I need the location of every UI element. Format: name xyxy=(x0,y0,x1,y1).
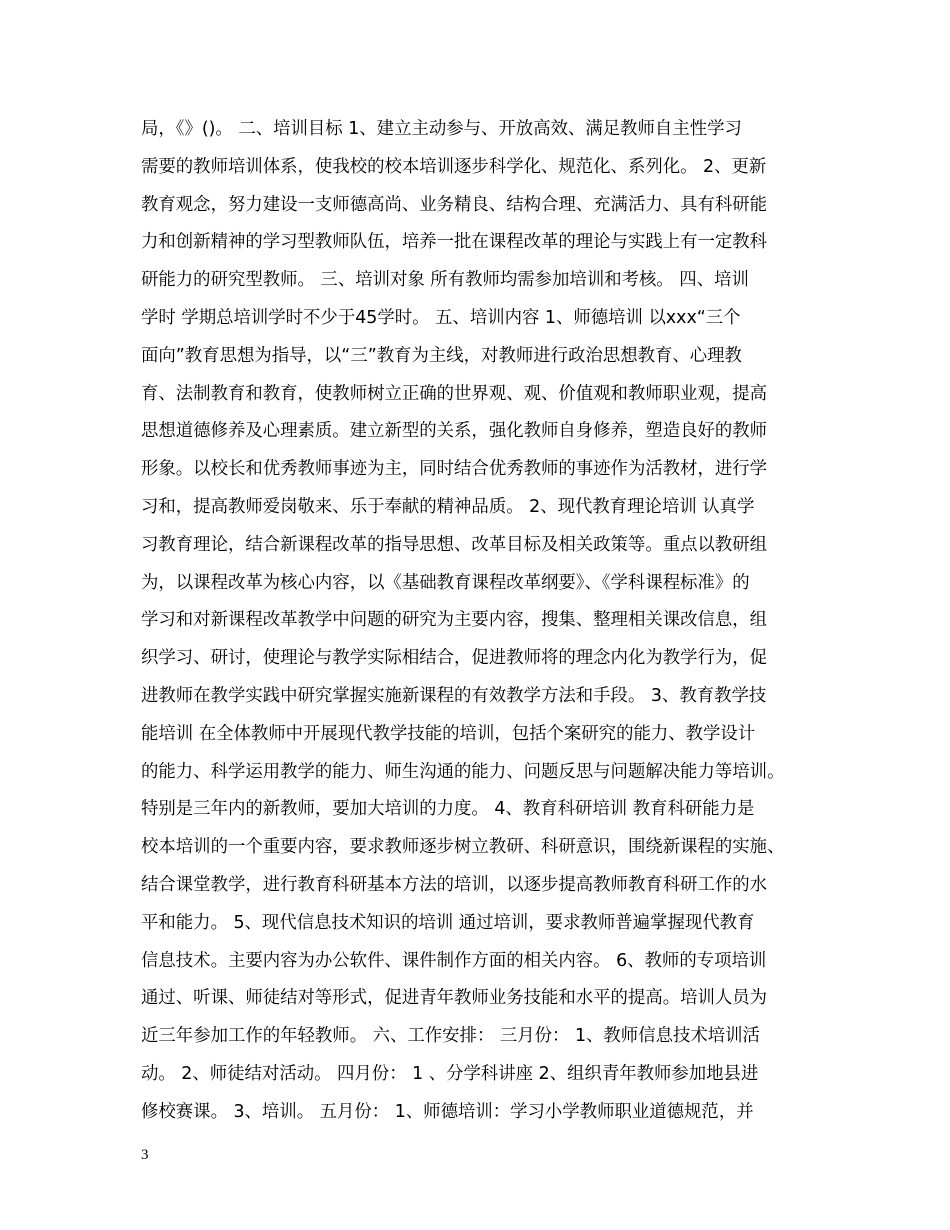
text-line: 校本培训的一个重要内容，要求教师逐步树立教研、科研意识，围绕新课程的实施、 xyxy=(141,837,785,858)
body-text xyxy=(141,111,817,1132)
text-line: 形象。以校长和优秀教师事迹为主，同时结合优秀教师的事迹作为活教材，进行学 xyxy=(141,459,768,480)
page-number: 3 xyxy=(141,1147,149,1163)
text-line: 需要的教师培训体系，使我校的校本培训逐步科学化、规范化、系列化。 2、更新 xyxy=(141,156,767,177)
text-line: 进教师在教学实践中研究掌握实施新课程的有效教学方法和手段。 3、教育教学技 xyxy=(141,685,767,706)
text-line: 思想道德修养及心理素质。建立新型的关系，强化教师自身修养，塑造良好的教师 xyxy=(141,421,768,442)
text-line: 研能力的研究型教师。 三、培训对象 所有教师均需参加培训和考核。 四、培训 xyxy=(141,270,749,291)
text-line: 为，以课程改革为核心内容，以《基础教育课程改革纲要》、《学科课程标准》的 xyxy=(141,572,750,593)
text-line: 动。 2、师徒结对活动。 四月份： 1 、分学科讲座 2、组织青年教师参加地县进 xyxy=(141,1063,759,1084)
text-line: 织学习、研讨，使理论与教学实际相结合，促进教师将的理念内化为教学行为，促 xyxy=(141,648,768,669)
text-line: 结合课堂教学，进行教育科研基本方法的培训，以逐步提高教师教育科研工作的水 xyxy=(141,874,768,895)
text-line: 学时 学期总培训学时不少于45学时。 五、培训内容 1、师德培训 以xxx“三个 xyxy=(141,307,741,328)
text-line: 局，《》()。 二、培训目标 1、建立主动参与、开放高效、满足教师自主性学习 xyxy=(141,119,742,139)
text-line: 近三年参加工作的年轻教师。 六、工作安排： 三月份： 1、教师信息技术培训活 xyxy=(141,1026,760,1047)
text-line: 习教育理论，结合新课程改革的指导思想、改革目标及相关政策等。重点以教研组 xyxy=(141,534,768,555)
text-line: 习和，提高教师爱岗敬来、乐于奉献的精神品质。 2、现代教育理论培训 认真学 xyxy=(141,496,755,517)
text-line: 通过、听课、师徒结对等形式，促进青年教师业务技能和水平的提高。培训人员为 xyxy=(141,988,768,1009)
text-line: 修校赛课。 3、培训。 五月份： 1、师德培训：学习小学教师职业道德规范，并 xyxy=(141,1101,754,1122)
text-line: 信息技术。主要内容为办公软件、课件制作方面的相关内容。 6、教师的专项培训 xyxy=(141,950,767,971)
text-line: 面向”教育思想为指导，以“三”教育为主线，对教师进行政治思想教育、心理教 xyxy=(141,345,742,366)
text-line: 能培训 在全体教师中开展现代教学技能的培训，包括个案研究的能力、教学设计 xyxy=(141,723,756,744)
text-line: 学习和对新课程改革教学中问题的研究为主要内容，搜集、整理相关课改信息，组 xyxy=(141,610,768,631)
text-line: 育、法制教育和教育，使教师树立正确的世界观、观、价值观和教师职业观，提高 xyxy=(141,383,768,404)
text-line: 的能力、科学运用教学的能力、师生沟通的能力、问题反思与问题解决能力等培训。 xyxy=(141,761,785,782)
text-line: 教育观念，努力建设一支师德高尚、业务精良、结构合理、充满活力、具有科研能 xyxy=(141,194,768,215)
text-line: 特别是三年内的新教师，要加大培训的力度。 4、教育科研培训 教育科研能力是 xyxy=(141,799,755,820)
text-line: 平和能力。 5、现代信息技术知识的培训 通过培训，要求教师普遍掌握现代教育 xyxy=(141,912,755,933)
text-line: 力和创新精神的学习型教师队伍，培养一批在课程改革的理论与实践上有一定教科 xyxy=(141,232,768,253)
